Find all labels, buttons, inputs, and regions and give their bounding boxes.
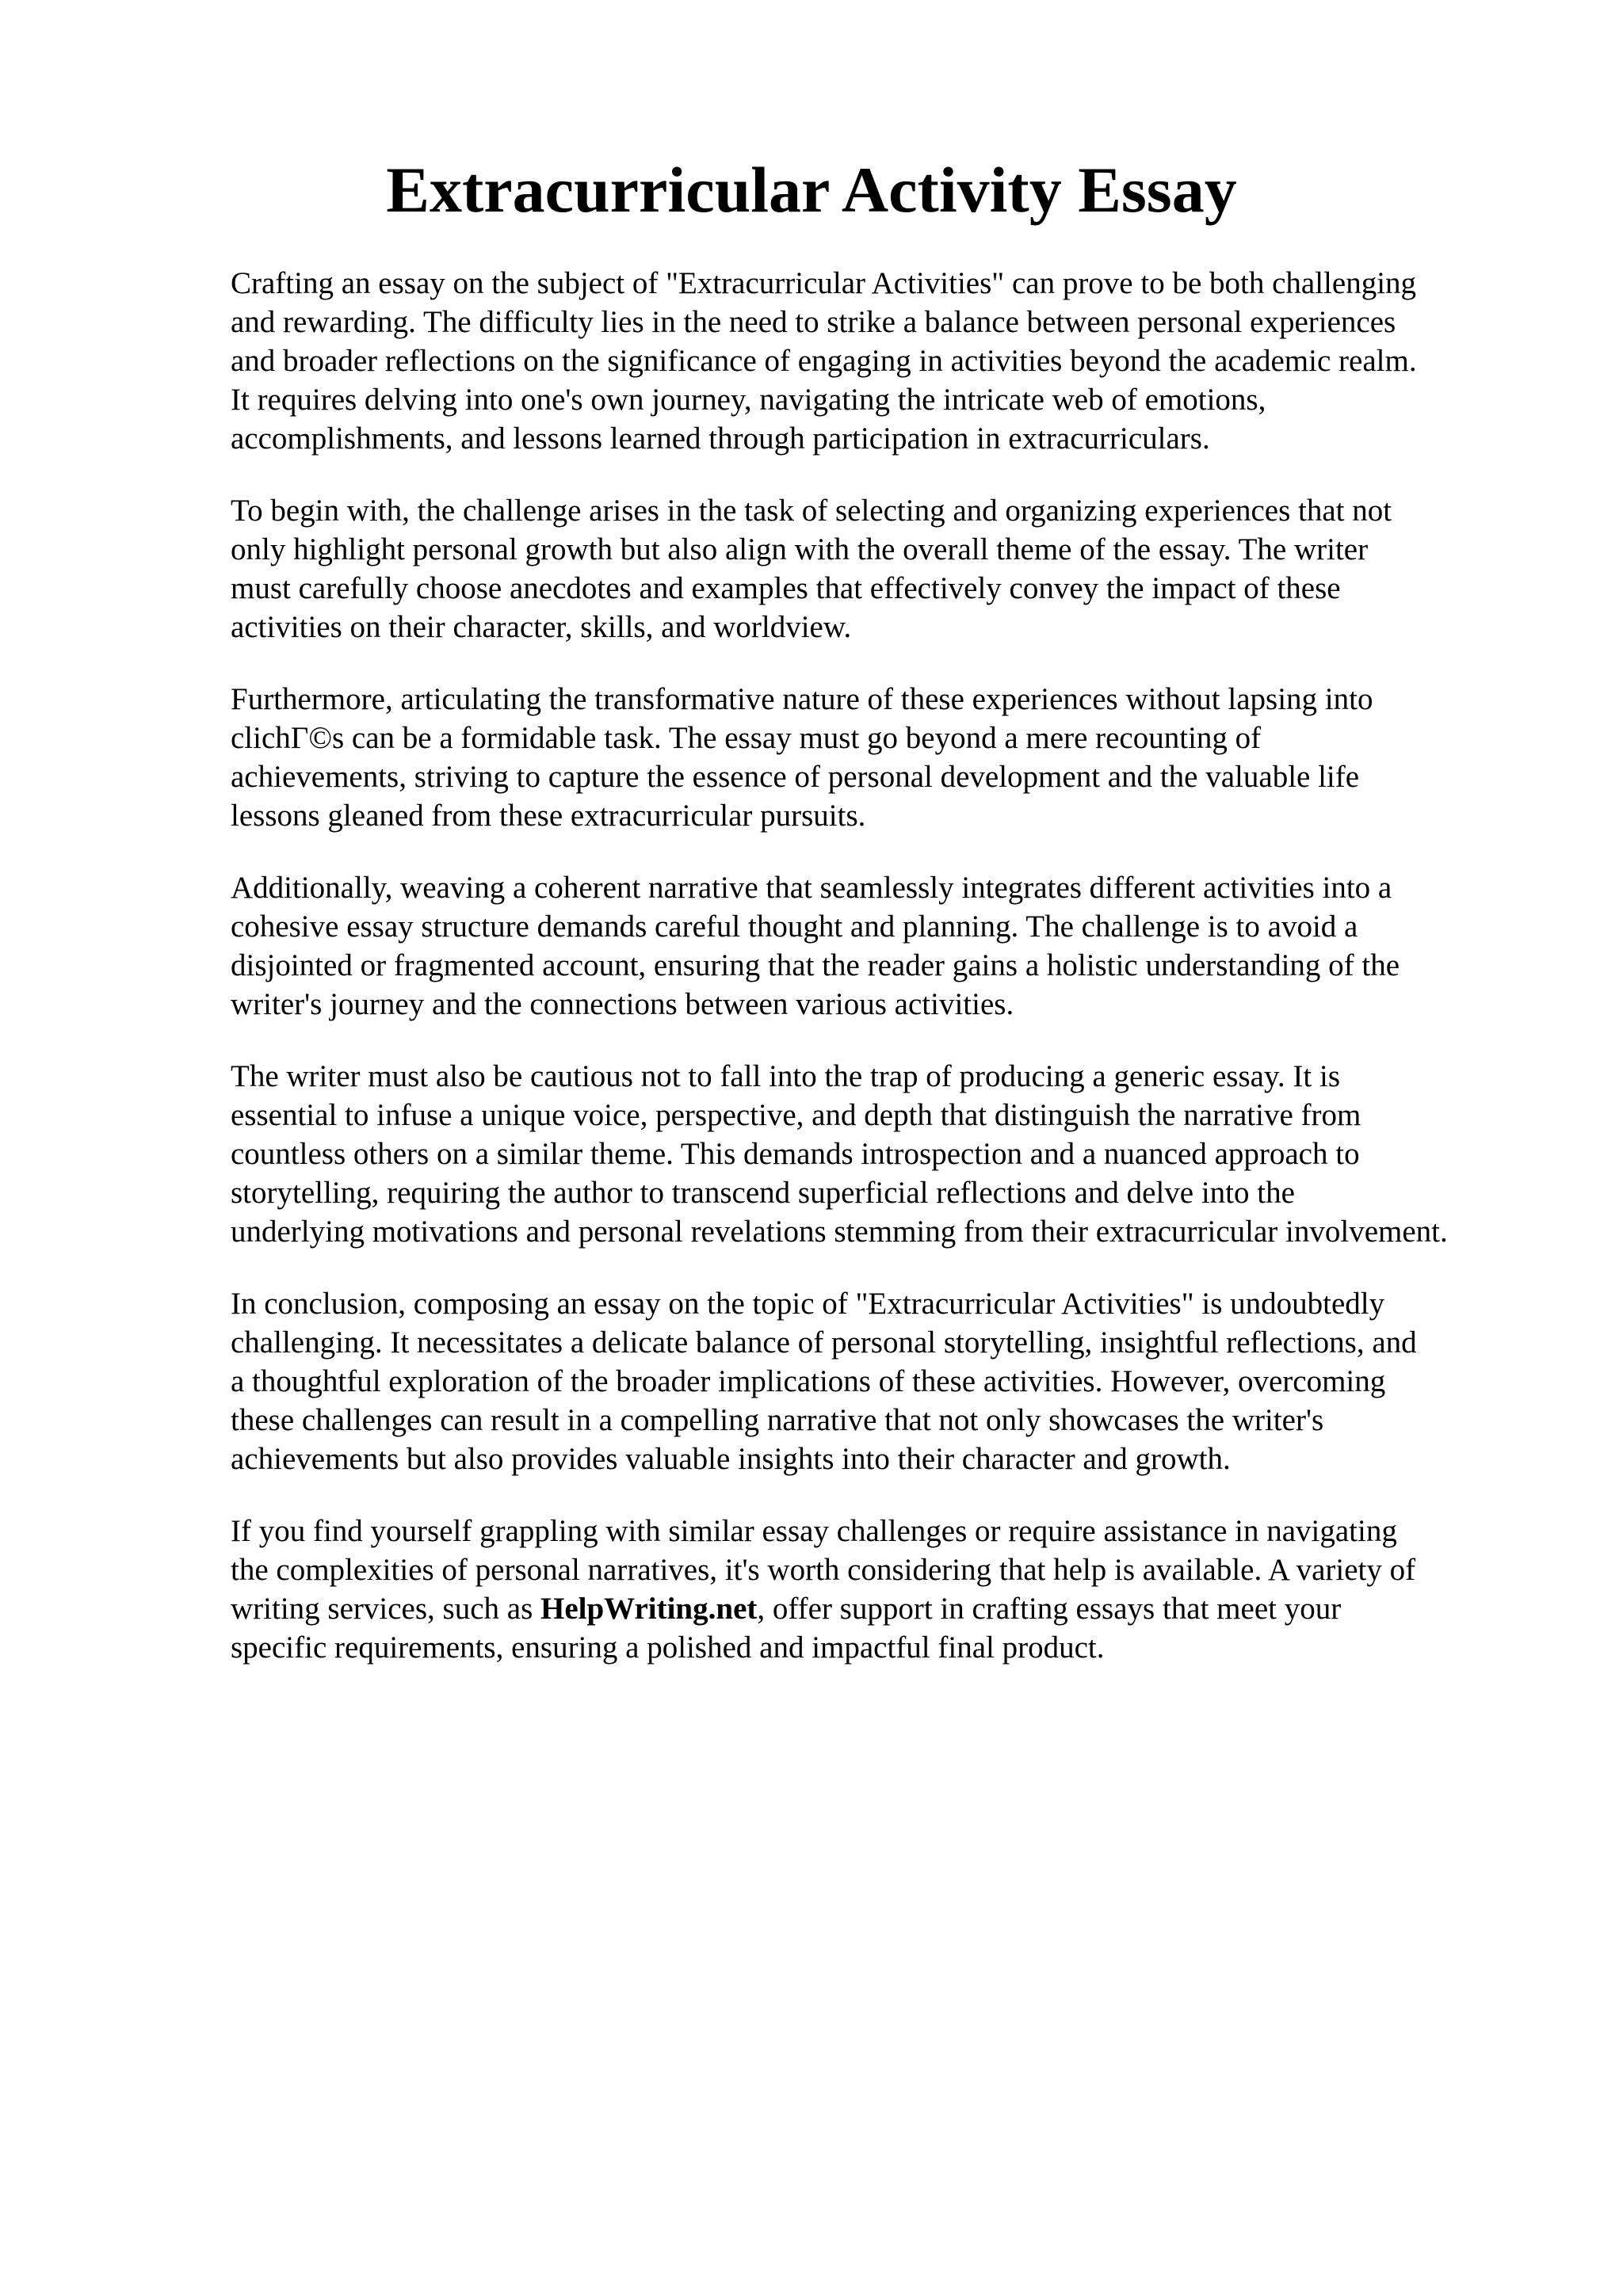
- paragraph-intro: [231, 264, 1562, 458]
- paragraph-line: the complexities of personal narratives, it's worth considering that help is available. A variety of: [231, 1553, 1416, 1587]
- paragraph-line: countless others on a similar theme. This demands introspection and a nuanced approach to: [231, 1137, 1360, 1171]
- paragraph-text: , offer support in crafting essays that meet your: [757, 1592, 1342, 1626]
- paragraph-line: clichΓ©s can be a formidable task. The essay must go beyond a mere recounting of: [231, 721, 1262, 755]
- paragraph-line: activities on their character, skills, and worldview.: [231, 610, 852, 644]
- paragraph-line: specific requirements, ensuring a polished and impactful final product.: [231, 1630, 1105, 1665]
- paragraph-line: To begin with, the challenge arises in the task of selecting and organizing experiences that not: [231, 494, 1392, 528]
- paragraph-line: storytelling, requiring the author to transcend superficial reflections and delve into the: [231, 1176, 1295, 1210]
- paragraph-line: must carefully choose anecdotes and examples that effectively convey the impact of these: [231, 571, 1341, 605]
- document-body: [231, 264, 1562, 1700]
- paragraph-conclusion: [231, 1284, 1562, 1478]
- document-title: Extracurricular Activity Essay: [386, 154, 1237, 226]
- paragraph-line: Crafting an essay on the subject of "Extracurricular Activities" can prove to be both challenging: [231, 266, 1417, 300]
- paragraph-selecting-experiences: [231, 491, 1562, 646]
- paragraph-line: underlying motivations and personal revelations stemming from their extracurricular involvement.: [231, 1215, 1448, 1249]
- paragraph-line: only highlight personal growth but also align with the overall theme of the essay. The writer: [231, 532, 1369, 566]
- paragraph-line: and broader reflections on the significance of engaging in activities beyond the academic realm.: [231, 344, 1417, 378]
- paragraph-line: lessons gleaned from these extracurricular pursuits.: [231, 799, 866, 833]
- paragraph-line: The writer must also be cautious not to fall into the trap of producing a generic essay. It is: [231, 1059, 1341, 1093]
- paragraph-coherent-narrative: [231, 868, 1562, 1024]
- paragraph-transformative-nature: [231, 680, 1562, 835]
- paragraph-line: essential to infuse a unique voice, perspective, and depth that distinguish the narrative from: [231, 1098, 1361, 1132]
- paragraph-line: a thoughtful exploration of the broader implications of these activities. However, overcoming: [231, 1364, 1386, 1398]
- paragraph-text: writing services, such as: [231, 1592, 540, 1626]
- helpwriting-link[interactable]: HelpWriting.net: [540, 1592, 758, 1626]
- paragraph-line: If you find yourself grappling with similar essay challenges or require assistance in navigating: [231, 1514, 1397, 1548]
- paragraph-line: accomplishments, and lessons learned through participation in extracurriculars.: [231, 421, 1210, 456]
- paragraph-line: cohesive essay structure demands careful thought and planning. The challenge is to avoid a: [231, 910, 1358, 944]
- paragraph-line: [231, 1589, 1562, 1628]
- paragraph-line: disjointed or fragmented account, ensuring that the reader gains a holistic understanding of the: [231, 948, 1400, 982]
- paragraph-generic-essay: [231, 1057, 1562, 1251]
- paragraph-line: challenging. It necessitates a delicate balance of personal storytelling, insightful reflections, and: [231, 1325, 1417, 1360]
- paragraph-line: It requires delving into one's own journey, navigating the intricate web of emotions,: [231, 383, 1266, 417]
- paragraph-line: Additionally, weaving a coherent narrative that seamlessly integrates different activities into a: [231, 871, 1392, 905]
- paragraph-line: these challenges can result in a compelling narrative that not only showcases the writer's: [231, 1403, 1324, 1437]
- paragraph-help-offer: [231, 1512, 1562, 1667]
- paragraph-line: achievements but also provides valuable insights into their character and growth.: [231, 1442, 1231, 1476]
- paragraph-line: writer's journey and the connections between various activities.: [231, 987, 1014, 1021]
- paragraph-line: achievements, striving to capture the essence of personal development and the valuable life: [231, 760, 1360, 794]
- paragraph-line: In conclusion, composing an essay on the topic of "Extracurricular Activities" is undoubtedly: [231, 1287, 1385, 1321]
- paragraph-line: and rewarding. The difficulty lies in the need to strike a balance between personal experiences: [231, 305, 1396, 339]
- paragraph-line: Furthermore, articulating the transformative nature of these experiences without lapsing into: [231, 682, 1373, 716]
